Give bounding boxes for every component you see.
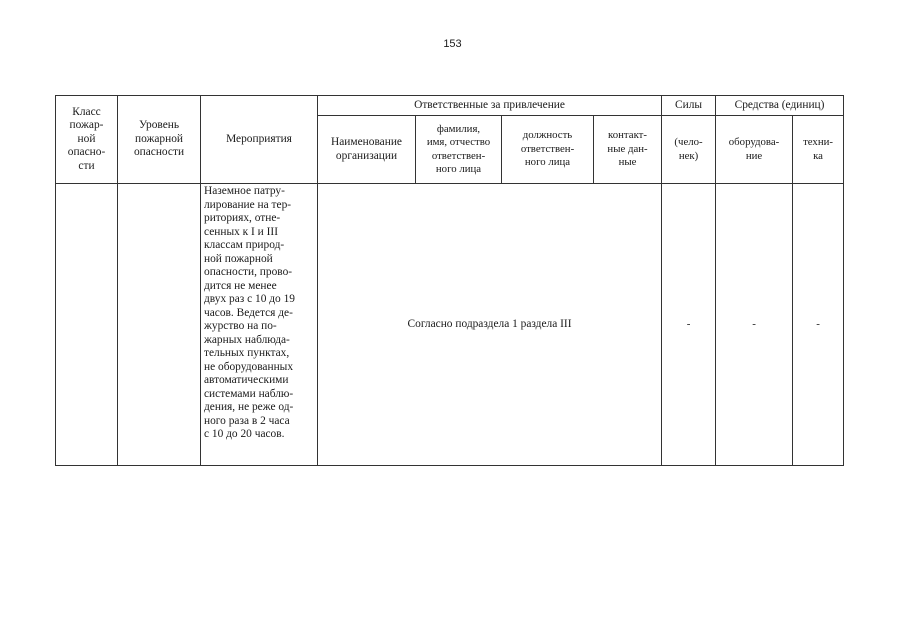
header-hazard-level: Уровень пожарной опасности: [118, 96, 201, 184]
header-measures: Мероприятия: [201, 96, 318, 184]
header-machinery: техни- ка: [793, 116, 844, 184]
cell-equipment: -: [716, 184, 793, 466]
cell-hazard-level: [118, 184, 201, 466]
header-position: должность ответствен- ного лица: [502, 116, 594, 184]
header-row-1: [56, 96, 844, 116]
page-number: 153: [443, 38, 462, 50]
header-people: (чело- нек): [662, 116, 716, 184]
cell-people: -: [662, 184, 716, 466]
cell-fire-class: [56, 184, 118, 466]
header-means: Средства (единиц): [716, 96, 844, 116]
cell-measures: Наземное патру- лирование на тер- риториях, отне- сенных к I и III классам природ- ной пожарной опасности, прово- дится не менее двух раз с 10 до 19 часов. Ведется де- журство на по- жарных наблюда- тельных пунктах, не оборудованных автоматическими системами наблю- дения, не реже од- ного раза в 2 часа с 10 до 20 часов.: [201, 184, 318, 466]
header-equipment: оборудова- ние: [716, 116, 793, 184]
header-forces: Силы: [662, 96, 716, 116]
header-fire-class: Класс пожар- ной опасно- сти: [56, 96, 118, 184]
cell-responsible-merged: Согласно подраздела 1 раздела III: [318, 184, 662, 466]
header-org-name: Наименование организации: [318, 116, 416, 184]
cell-machinery: -: [793, 184, 844, 466]
fire-safety-table: [55, 95, 844, 466]
header-full-name: фамилия, имя, отчество ответствен- ного лица: [416, 116, 502, 184]
header-responsible: Ответственные за привлечение: [318, 96, 662, 116]
table-row: [56, 184, 844, 466]
header-contacts: контакт- ные дан- ные: [594, 116, 662, 184]
